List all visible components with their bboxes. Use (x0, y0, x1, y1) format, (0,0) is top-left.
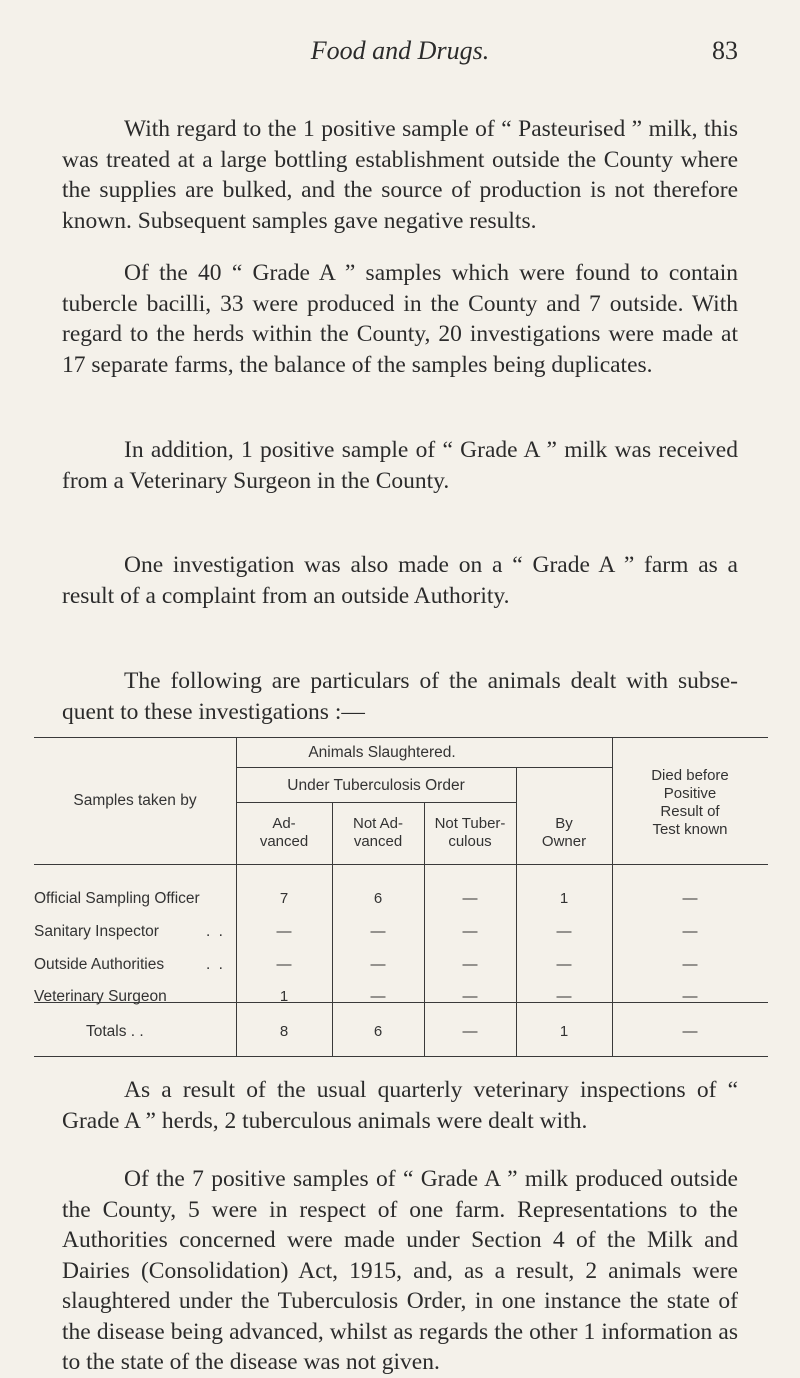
cell-by-owner: — (556, 923, 572, 940)
header-under-order: Under Tuberculosis Order (287, 777, 465, 794)
cell-advanced: — (276, 956, 292, 973)
animals-table (34, 737, 768, 1057)
paragraph-pasteurised: With regard to the 1 positive sample of “ Pasteurised ” milk, this was treated at a large bottling establishment outside the County where the supplies are bulked, and the source of production is not therefore known. Subsequent samples gave negative results. (62, 116, 738, 234)
cell-advanced: — (276, 923, 292, 940)
totals-label: Totals . . (86, 1023, 144, 1040)
cell-not-tuberculous: — (462, 988, 478, 1005)
paragraph-veterinary-sample: In addition, 1 positive sample of “ Grade A ” milk was received from a Veterinary Surgeon in the County. (62, 437, 738, 494)
cell-not-tuberculous: — (462, 956, 478, 973)
header-bottom-rule (34, 864, 768, 865)
cell-by-owner: — (556, 956, 572, 973)
total-died-before: — (682, 1023, 698, 1040)
cell-by-owner: 1 (559, 890, 569, 907)
page-number: 83 (712, 36, 738, 65)
header-samples: Samples taken by (73, 792, 197, 809)
cell-died-before: — (682, 988, 698, 1005)
table-bottom-rule (34, 1056, 768, 1057)
row-label: Official Sampling Officer (34, 890, 200, 907)
header-advanced: Ad- vanced (259, 815, 309, 850)
row-label: Sanitary Inspector (34, 923, 159, 940)
cell-not-tuberculous: — (462, 890, 478, 907)
paragraph-complaint: One investigation was also made on a “ Grade A ” farm as a result of a complaint from an outside Authority. (62, 552, 738, 609)
cell-not-advanced: — (370, 923, 386, 940)
running-title: Food and Drugs. (310, 36, 490, 65)
cell-died-before: — (682, 956, 698, 973)
total-not-advanced: 6 (373, 1023, 383, 1040)
paragraph-table-intro: The following are particulars of the animals dealt with subsequent to these investigations :— (62, 668, 738, 725)
header-by-owner: By Owner (541, 815, 587, 850)
cell-not-advanced: — (370, 988, 386, 1005)
cell-advanced: 1 (279, 988, 289, 1005)
col-rule-4 (516, 767, 517, 1056)
total-not-tuberculous: — (462, 1023, 478, 1040)
header-slaughtered: Animals Slaughtered. (308, 744, 456, 761)
slaughtered-rule (236, 767, 612, 768)
cell-not-advanced: 6 (373, 890, 383, 907)
cell-died-before: — (682, 923, 698, 940)
paragraph-grade-a-samples: Of the 40 “ Grade A ” samples which were found to contain tubercle bacilli, 33 were produced in the County and 7 outside. With regard to the herds within the County, 20 investigations were made at 17 separate farms, the balance of the samples being duplicates. (62, 260, 738, 378)
cell-died-before: — (682, 890, 698, 907)
total-by-owner: 1 (559, 1023, 569, 1040)
cell-advanced: 7 (279, 890, 289, 907)
total-advanced: 8 (279, 1023, 289, 1040)
table-top-rule (34, 737, 768, 738)
header-died-before: Died before Positive Result of Test known (651, 767, 729, 838)
row-leader-dots: . . (206, 956, 225, 973)
header-not-advanced: Not Ad- vanced (352, 815, 404, 850)
order-rule (236, 802, 516, 803)
cell-by-owner: — (556, 988, 572, 1005)
row-label: Outside Authorities (34, 956, 165, 973)
header-not-tuberculous: Not Tuber- culous (434, 815, 506, 850)
row-label: Veterinary Surgeon (34, 988, 167, 1005)
row-leader-dots: . . (206, 923, 225, 940)
page-header (0, 36, 800, 66)
cell-not-advanced: — (370, 956, 386, 973)
paragraph-quarterly-inspections: As a result of the usual quarterly veterinary inspections of “ Grade A ” herds, 2 tuberculous animals were dealt with. (62, 1077, 738, 1134)
paragraph-outside-samples: Of the 7 positive samples of “ Grade A ” milk produced outside the County, 5 were in respect of one farm. Representations to the Authorities concerned were made under Section 4 of the Milk and Dairies (Consolidation) Act, 1915, and, as a result, 2 animals were slaughtered under the Tuberculosis Order, in one instance the state of the disease being advanced, whilst as regards the other 1 information as to the state of the disease was not given. (62, 1166, 738, 1375)
cell-not-tuberculous: — (462, 923, 478, 940)
